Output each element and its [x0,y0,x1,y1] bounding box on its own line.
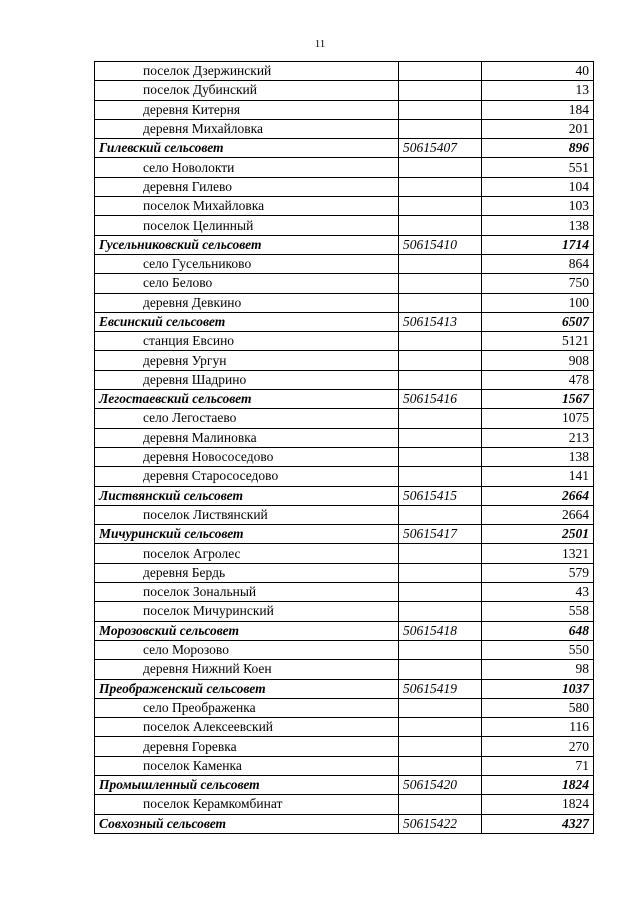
settlement-row [95,81,594,100]
population-cell: 896 [482,139,594,158]
name-cell: поселок Каменка [95,756,399,775]
name-cell: Легостаевский сельсовет [95,390,399,409]
name-cell: Совхозный сельсовет [95,814,399,833]
population-cell: 1037 [482,679,594,698]
population-cell: 138 [482,216,594,235]
settlement-row [95,370,594,389]
settlement-row [95,602,594,621]
population-cell: 40 [482,62,594,81]
code-cell [399,158,482,177]
population-cell: 141 [482,467,594,486]
population-cell: 2501 [482,525,594,544]
population-cell: 1714 [482,235,594,254]
name-cell: село Легостаево [95,409,399,428]
name-cell: село Белово [95,274,399,293]
council-row [95,390,594,409]
settlement-row [95,293,594,312]
code-cell [399,409,482,428]
code-cell: 50615418 [399,621,482,640]
code-cell: 50615417 [399,525,482,544]
code-cell [399,563,482,582]
name-cell: Гусельниковский сельсовет [95,235,399,254]
population-cell: 478 [482,370,594,389]
code-cell: 50615420 [399,775,482,794]
settlement-row [95,158,594,177]
name-cell: станция Евсино [95,332,399,351]
settlement-row [95,100,594,119]
name-cell: село Преображенка [95,698,399,717]
code-cell [399,737,482,756]
settlement-row [95,563,594,582]
name-cell: Листвянский сельсовет [95,486,399,505]
population-cell: 6507 [482,312,594,331]
population-cell: 551 [482,158,594,177]
code-cell [399,640,482,659]
population-cell: 550 [482,640,594,659]
name-cell: село Морозово [95,640,399,659]
settlement-row [95,119,594,138]
settlement-row [95,332,594,351]
council-row [95,525,594,544]
settlement-row [95,660,594,679]
name-cell: деревня Михайловка [95,119,399,138]
settlement-row [95,467,594,486]
name-cell: деревня Ургун [95,351,399,370]
name-cell: Гилевский сельсовет [95,139,399,158]
code-cell [399,756,482,775]
council-row [95,814,594,833]
population-cell: 116 [482,718,594,737]
code-cell: 50615415 [399,486,482,505]
population-cell: 580 [482,698,594,717]
code-cell [399,505,482,524]
name-cell: Евсинский сельсовет [95,312,399,331]
name-cell: Мичуринский сельсовет [95,525,399,544]
settlement-row [95,177,594,196]
code-cell [399,177,482,196]
population-cell: 1567 [482,390,594,409]
settlement-row [95,216,594,235]
settlement-row [95,254,594,273]
population-cell: 213 [482,428,594,447]
settlement-row [95,718,594,737]
settlement-row [95,274,594,293]
page-number: 11 [314,38,326,50]
population-cell: 5121 [482,332,594,351]
settlement-row [95,62,594,81]
settlement-row [95,544,594,563]
name-cell: деревня Горевка [95,737,399,756]
name-cell: Преображенский сельсовет [95,679,399,698]
population-cell: 908 [482,351,594,370]
code-cell [399,81,482,100]
code-cell [399,119,482,138]
population-cell: 184 [482,100,594,119]
code-cell [399,370,482,389]
population-cell: 100 [482,293,594,312]
code-cell [399,332,482,351]
code-cell [399,544,482,563]
code-cell: 50615419 [399,679,482,698]
code-cell [399,447,482,466]
population-cell: 750 [482,274,594,293]
population-cell: 201 [482,119,594,138]
settlement-row [95,197,594,216]
settlement-row [95,640,594,659]
council-row [95,486,594,505]
name-cell: поселок Мичуринский [95,602,399,621]
name-cell: поселок Зональный [95,583,399,602]
population-cell: 1075 [482,409,594,428]
council-row [95,139,594,158]
name-cell: деревня Девкино [95,293,399,312]
settlement-row [95,505,594,524]
code-cell [399,351,482,370]
name-cell: деревня Старососедово [95,467,399,486]
council-row [95,679,594,698]
name-cell: село Гусельниково [95,254,399,273]
name-cell: поселок Целинный [95,216,399,235]
code-cell: 50615413 [399,312,482,331]
code-cell [399,197,482,216]
population-cell: 98 [482,660,594,679]
code-cell [399,698,482,717]
code-cell [399,216,482,235]
population-cell: 4327 [482,814,594,833]
name-cell: деревня Гилево [95,177,399,196]
settlements-table-body [95,62,594,834]
code-cell [399,62,482,81]
settlement-row [95,447,594,466]
code-cell [399,660,482,679]
name-cell: поселок Алексеевский [95,718,399,737]
code-cell [399,718,482,737]
council-row [95,775,594,794]
population-cell: 1321 [482,544,594,563]
settlement-row [95,737,594,756]
settlement-row [95,795,594,814]
code-cell [399,428,482,447]
name-cell: поселок Дубинский [95,81,399,100]
population-cell: 558 [482,602,594,621]
population-cell: 2664 [482,486,594,505]
name-cell: деревня Малиновка [95,428,399,447]
code-cell [399,583,482,602]
code-cell: 50615407 [399,139,482,158]
population-cell: 648 [482,621,594,640]
code-cell: 50615422 [399,814,482,833]
code-cell [399,274,482,293]
code-cell [399,602,482,621]
population-cell: 270 [482,737,594,756]
code-cell [399,254,482,273]
code-cell [399,100,482,119]
name-cell: Морозовский сельсовет [95,621,399,640]
code-cell [399,293,482,312]
name-cell: деревня Новососедово [95,447,399,466]
name-cell: поселок Дзержинский [95,62,399,81]
population-cell: 103 [482,197,594,216]
code-cell [399,795,482,814]
name-cell: деревня Бердь [95,563,399,582]
population-cell: 864 [482,254,594,273]
population-cell: 43 [482,583,594,602]
population-cell: 13 [482,81,594,100]
name-cell: поселок Михайловка [95,197,399,216]
name-cell: деревня Нижний Коен [95,660,399,679]
name-cell: поселок Керамкомбинат [95,795,399,814]
population-cell: 2664 [482,505,594,524]
settlement-row [95,756,594,775]
population-cell: 1824 [482,795,594,814]
council-row [95,312,594,331]
settlement-row [95,409,594,428]
settlement-row [95,583,594,602]
population-cell: 71 [482,756,594,775]
population-cell: 138 [482,447,594,466]
name-cell: Промышленный сельсовет [95,775,399,794]
code-cell: 50615416 [399,390,482,409]
name-cell: поселок Листвянский [95,505,399,524]
code-cell [399,467,482,486]
population-cell: 579 [482,563,594,582]
council-row [95,621,594,640]
settlement-row [95,698,594,717]
settlements-table [94,61,594,834]
population-cell: 104 [482,177,594,196]
name-cell: поселок Агролес [95,544,399,563]
name-cell: село Новолокти [95,158,399,177]
council-row [95,235,594,254]
population-cell: 1824 [482,775,594,794]
name-cell: деревня Китерня [95,100,399,119]
settlement-row [95,428,594,447]
settlement-row [95,351,594,370]
name-cell: деревня Шадрино [95,370,399,389]
code-cell: 50615410 [399,235,482,254]
